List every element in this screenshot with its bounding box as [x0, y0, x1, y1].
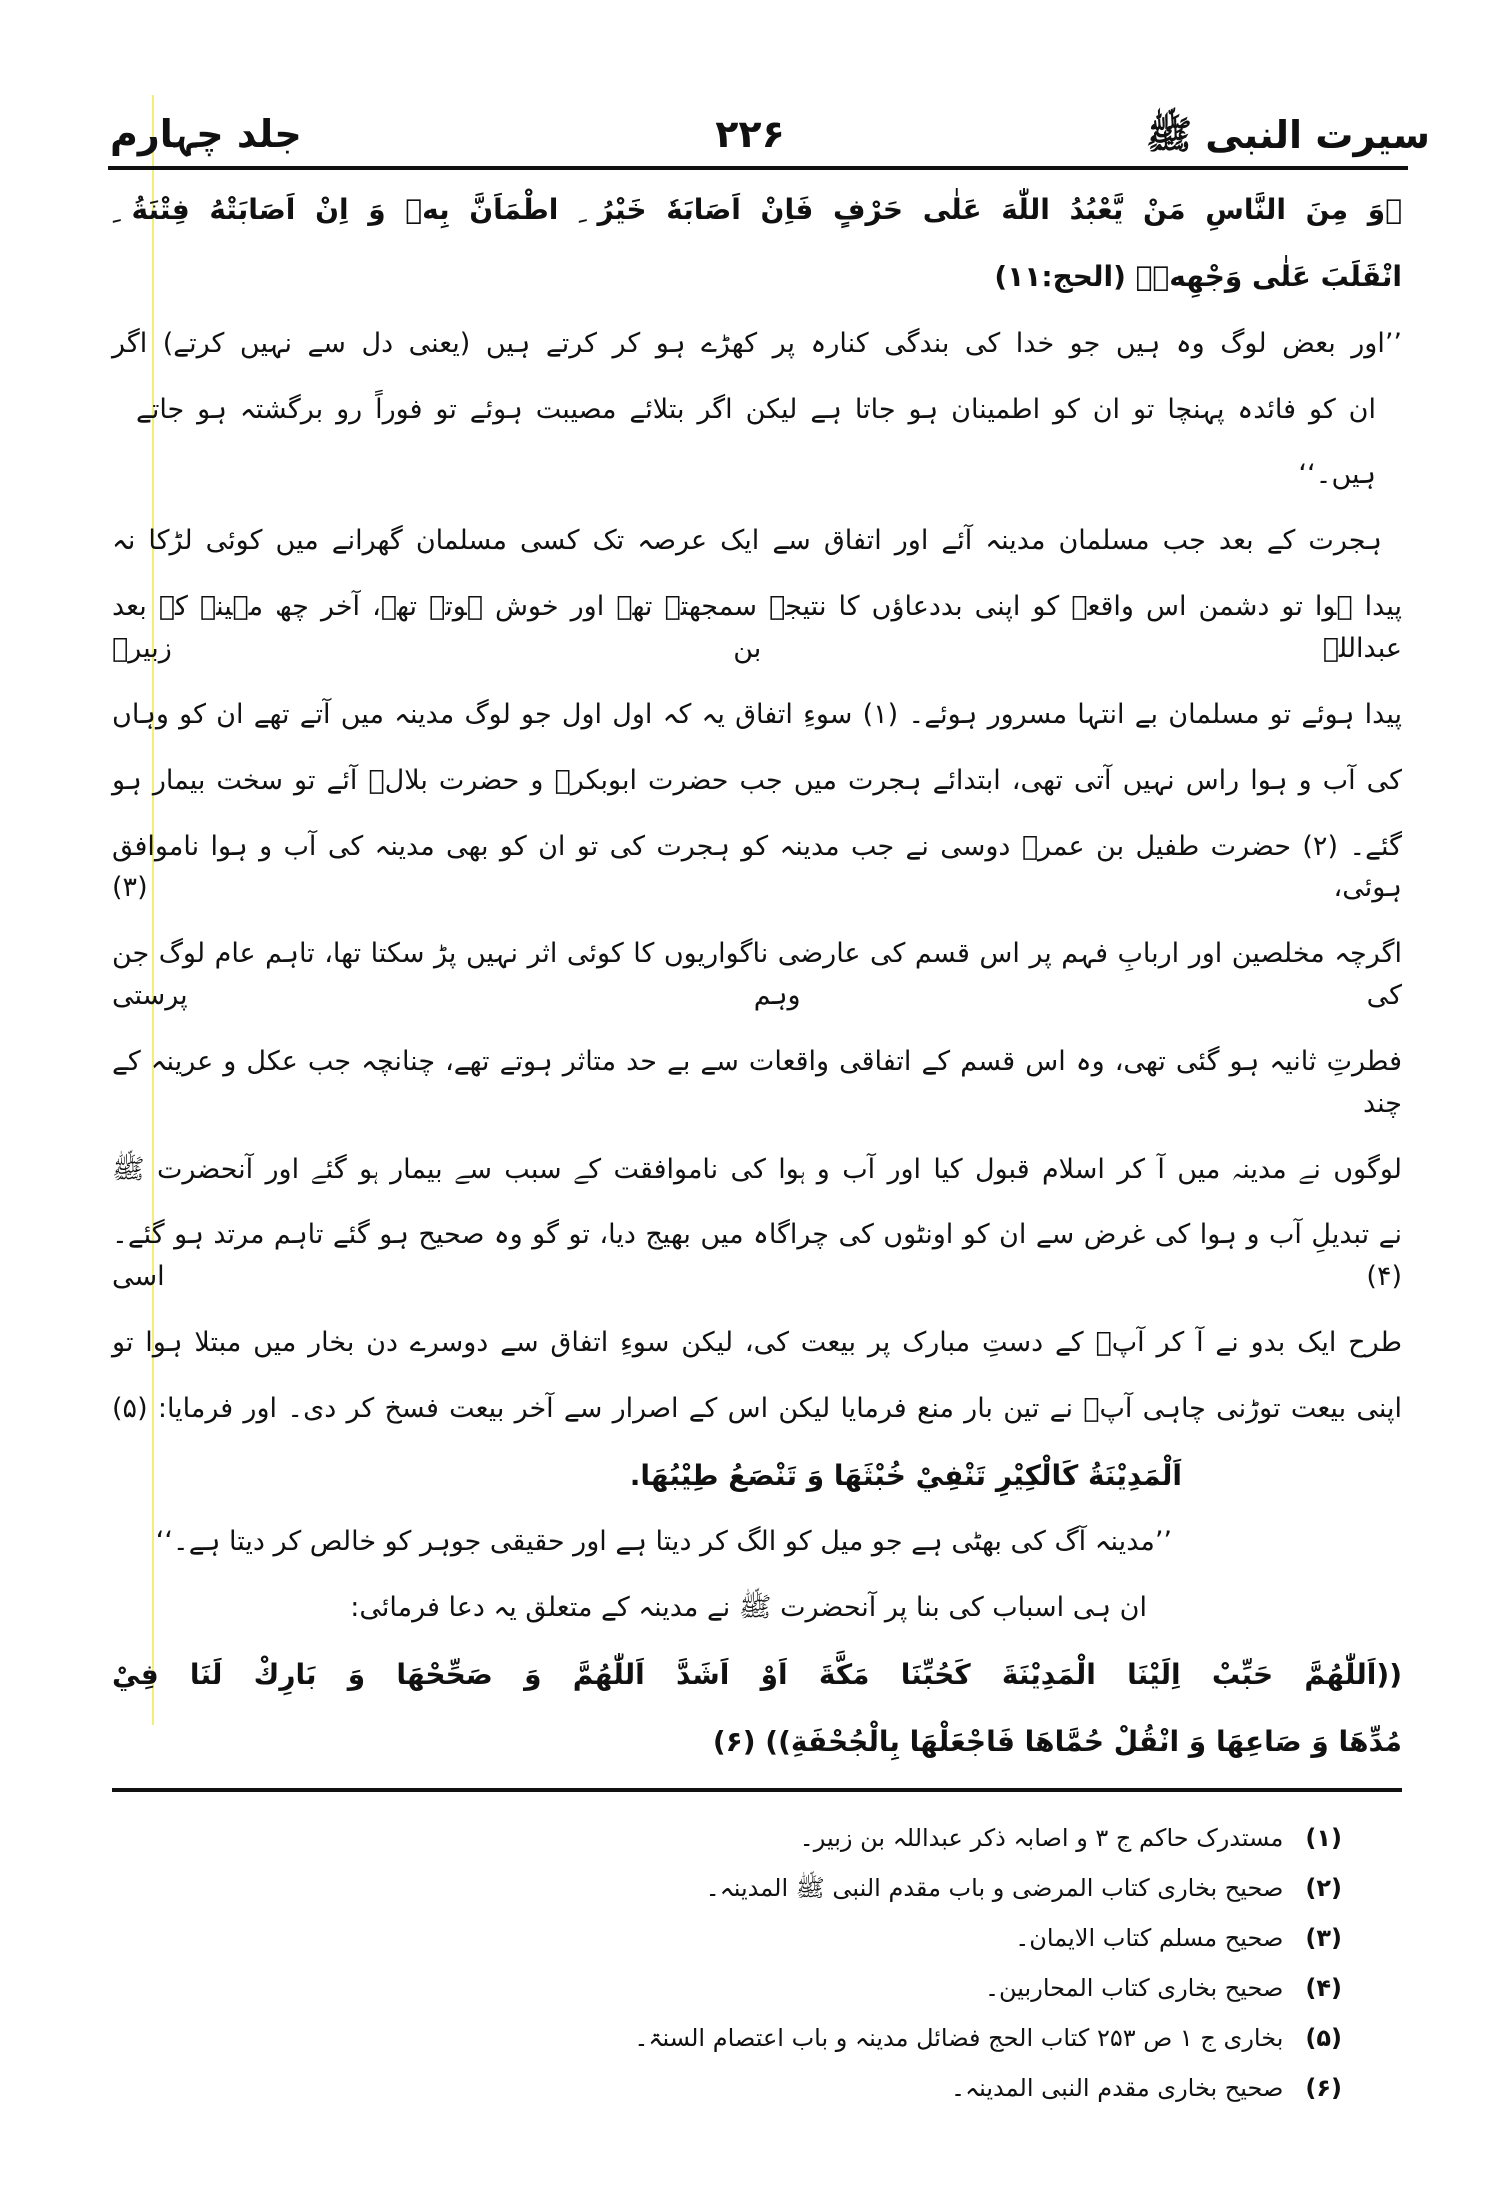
footnote [112, 1870, 1402, 1906]
text-line: فطرتِ ثانیہ ہو گئی تھی، وہ اس قسم کے اتفاقی واقعات سے بے حد متاثر ہوتے تھے، چنانچہ جب عکل و عرینہ کے چند [112, 1045, 1402, 1119]
footnote-text: صحیح بخاری مقدم النبی المدینہ۔ [951, 2073, 1284, 2102]
footnote-text: صحیح بخاری کتاب المرضی و باب مقدم النبی ﷺ المدینہ۔ [705, 1873, 1284, 1902]
footnote-number: (۳) [1305, 1923, 1342, 1952]
text-line: ہیں۔‘‘ [1298, 459, 1376, 491]
text-line: لوگوں نے مدینہ میں آ کر اسلام قبول کیا اور آب و ہوا کی ناموافقت کے سبب سے بیمار ہو گئے اور آنحضرت ﷺ [112, 1153, 1402, 1185]
text-line: پیدا ہوئے تو مسلمان بے انتہا مسرور ہوئے۔ (۱) سوءِ اتفاق یہ کہ اول اول جو لوگ مدینہ میں آتے تھے ان کو وہاں [112, 698, 1402, 730]
footnote [112, 1970, 1402, 2006]
footnote-text: مستدرک حاکم ج ۳ و اصابہ ذکر عبداللہ بن زبیر۔ [799, 1823, 1284, 1852]
footnote-text: بخاری ج ۱ ص ۲۵۳ کتاب الحج فضائل مدینہ و باب اعتصام السنۃ۔ [634, 2023, 1284, 2052]
page-number: ۲۲۶ [715, 112, 785, 156]
arabic-text-line: ﴿وَ مِنَ النَّاسِ مَنْ يَّعْبُدُ اللّٰهَ عَلٰى حَرْفٍ فَاِنْ اَصَابَهٗ خَيْرُ ِ اطْمَاَنَّ بِهٖ وَ اِنْ اَصَابَتْهُ فِتْنَةُ ِ [112, 193, 1402, 226]
text-line: پیدا ہوا تو دشمن اس واقعہ کو اپنی بددعاؤں کا نتیجہ سمجھتے تھے اور خوش ہوتے تھے، آخر چھ مہینے کے بعد عبداللہ بن زبیرؓ [112, 591, 1402, 664]
text-line: ہجرت کے بعد جب مسلمان مدینہ آئے اور اتفاق سے ایک عرصہ تک کسی مسلمان گھرانے میں کوئی لڑکا نہ [112, 525, 1382, 557]
running-title: سیرت النبی ﷺ [1146, 113, 1430, 157]
footnote-rule [112, 1788, 1402, 1792]
arabic-text-line: انْقَلَبَ عَلٰى وَجْهِهٖ﴾ (الحج:۱۱) [994, 260, 1402, 294]
footnote [112, 1820, 1402, 1856]
footnote-number: (۵) [1305, 2023, 1342, 2052]
main-text [112, 188, 1402, 1764]
footnote-text: صحیح مسلم کتاب الایمان۔ [1015, 1923, 1284, 1952]
text-line: ان کو فائدہ پہنچا تو ان کو اطمینان ہو جاتا ہے لیکن اگر بتلائے مصیبت ہوئے تو فوراً رو برگشتہ ہو جاتے [136, 393, 1376, 425]
text-line: ’’مدینہ آگ کی بھٹی ہے جو میل کو الگ کر دیتا ہے اور حقیقی جوہر کو خالص کر دیتا ہے۔‘‘ [155, 1526, 1172, 1558]
footnote-number: (۱) [1305, 1823, 1342, 1852]
footnotes [112, 1820, 1402, 2106]
text-line: اپنی بیعت توڑنی چاہی آپؐ نے تین بار منع فرمایا لیکن اس کے اصرار سے آخر بیعت فسخ کر دی۔ اور فرمایا: (۵) [112, 1392, 1402, 1424]
footnote [112, 2070, 1402, 2106]
footnote-number: (۲) [1305, 1873, 1342, 1902]
header-rule [108, 166, 1408, 170]
footnote-number: (۴) [1305, 1973, 1342, 2002]
page-column [112, 188, 1402, 2120]
text-line: اگرچہ مخلصین اور اربابِ فہم پر اس قسم کی عارضی ناگواریوں کا کوئی اثر نہیں پڑ سکتا تھا، تاہم عام لوگ جن کی وہم پرستی [112, 938, 1402, 1012]
arabic-text-line: ((اَللّٰهُمَّ حَبِّبْ اِلَيْنَا الْمَدِيْنَةَ كَحُبِّنَا مَكَّةَ اَوْ اَشَدَّ اَللّٰهُمَّ وَ صَحِّحْهَا وَ بَارِكْ لَنَا فِيْ [112, 1657, 1402, 1691]
text-line: ’’اور بعض لوگ وہ ہیں جو خدا کی بندگی کنارہ پر کھڑے ہو کر کرتے ہیں (یعنی دل سے نہیں کرتے) اگر [112, 327, 1402, 359]
text-line: گئے۔ (۲) حضرت طفیل بن عمرؓ دوسی نے جب مدینہ کو ہجرت کی تو ان کو بھی مدینہ کی آب و ہوا ناموافق ہوئی، (۳) [112, 830, 1402, 904]
text-line: نے تبدیلِ آب و ہوا کی غرض سے ان کو اونٹوں کی چراگاہ میں بھیج دیا، تو گو وہ صحیح ہو گئے تاہم مرتد ہو گئے۔ (۴) اسی [112, 1219, 1402, 1293]
arabic-text-line: مُدِّهَا وَ صَاعِهَا وَ انْقُلْ حُمَّاهَا فَاجْعَلْهَا بِالْجُحْفَةِ)) (۶) [712, 1725, 1402, 1759]
footnote-text: صحیح بخاری کتاب المحاربین۔ [984, 1973, 1284, 2002]
text-line: کی آب و ہوا راس نہیں آتی تھی، ابتدائے ہجرت میں جب حضرت ابوبکرؓ و حضرت بلالؓ آئے تو سخت بیمار ہو [112, 764, 1402, 796]
text-line: طرح ایک بدو نے آ کر آپؐ کے دستِ مبارک پر بیعت کی، لیکن سوءِ اتفاق سے دوسرے دن بخار میں مبتلا ہوا تو [112, 1327, 1402, 1359]
footnote [112, 1920, 1402, 1956]
arabic-text-line: اَلْمَدِيْنَةُ كَالْكِيْرِ تَنْفِيْ خُبْثَهَا وَ تَنْصَعُ طِيْبُهَا. [629, 1458, 1182, 1492]
volume-label: جلد چہارم [110, 112, 302, 156]
footnote-number: (۶) [1305, 2073, 1342, 2102]
footnote [112, 2020, 1402, 2056]
text-line: ان ہی اسباب کی بنا پر آنحضرت ﷺ نے مدینہ کے متعلق یہ دعا فرمائی: [350, 1592, 1147, 1624]
